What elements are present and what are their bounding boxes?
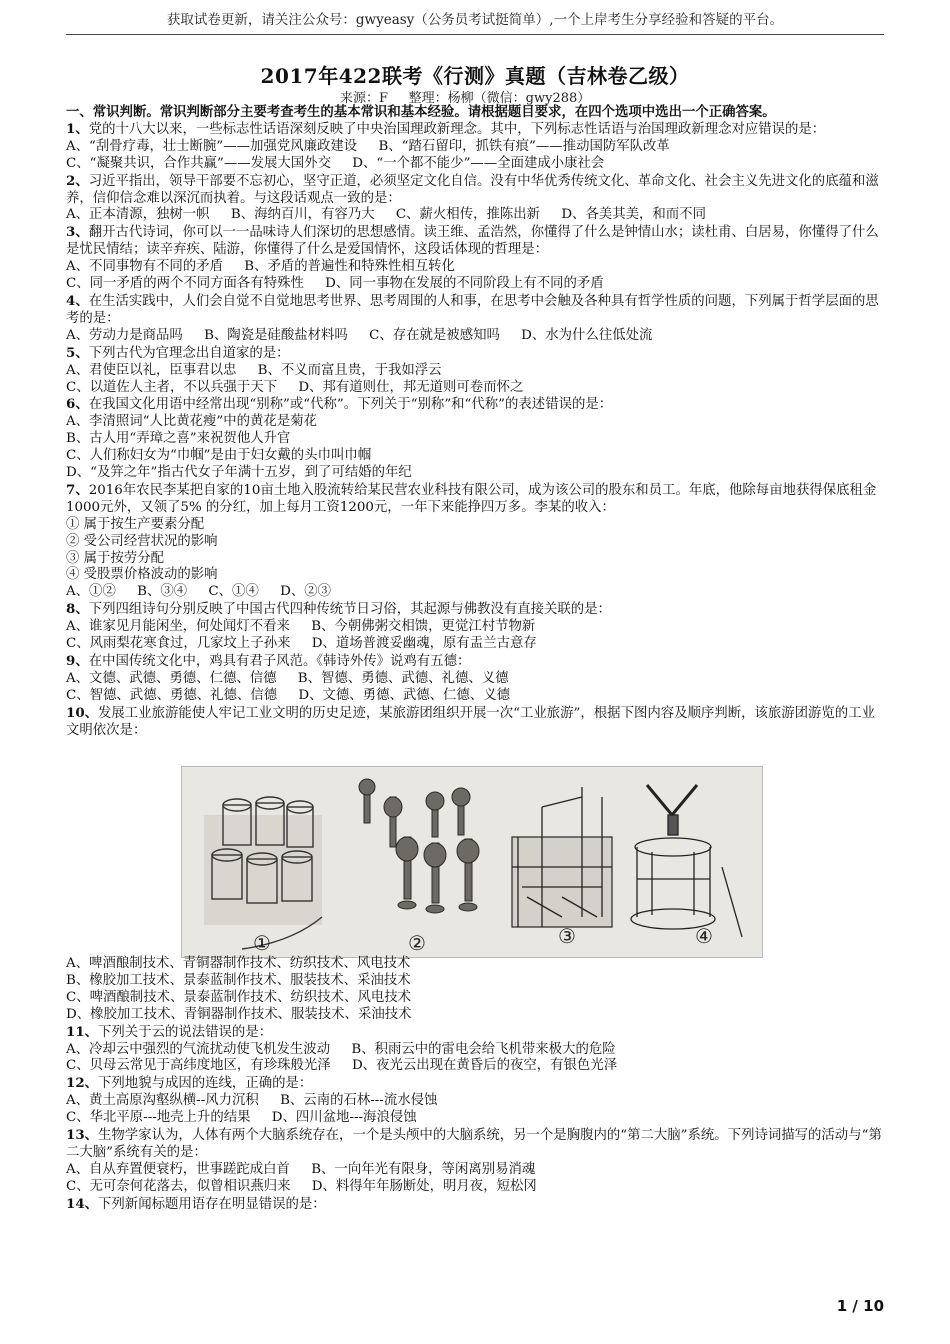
answer-option: C、贝母云常见于高纬度地区，有珍珠般光泽 D、夜光云出现在黄昏后的夜空，有银色光泽 [66,1058,618,1074]
question-text: 在我国文化用语中经常出现“别称”或“代称”。下列关于“别称”和“代称”的表述错误的是： [88,397,613,413]
header-note: 获取试卷更新，请关注公众号：gwyeasy（公务员考试挺简单）,一个上岸考生分享经验和答疑的平台。 [166,12,784,28]
question-stem [66,1127,884,1162]
question-text: 发展工业旅游能使人牢记工业文明的历史足迹，某旅游团组织开展一次“工业旅游”，根据下图内容及顺序判断，该旅游团游览的工业文明依次是： [66,705,875,738]
answer-option: ③ 属于按劳分配 [66,550,164,566]
question-stem [66,1196,884,1214]
answer-option: B、橡胶加工技术、景泰蓝制作技术、服装技术、采油技术 [66,972,411,988]
answer-option: C、啤酒酿制技术、景泰蓝制作技术、纺织技术、风电技术 [66,989,412,1005]
answer-option: A、自从弃置便衰朽，世事蹉跎成白首 B、一向年光有限身，等闲离别易消魂 [66,1161,536,1177]
question-number: 3、 [66,224,89,241]
question-stem [66,121,884,139]
answer-option: D、“及笄之年”指古代女子年满十五岁，到了可结婚的年纪 [66,465,412,481]
answer-option: A、啤酒酿制技术、青铜器制作技术、纺织技术、风电技术 [66,956,411,971]
question-stem [66,224,884,259]
question-number: 11、 [66,1023,99,1040]
answer-option: A、李清照词“人比黄花瘦”中的黄花是菊花 [66,414,318,430]
question-stem [66,601,884,619]
question-number: 1、 [66,120,89,137]
answer-option: ① 属于按生产要素分配 [66,516,205,532]
question-text: 2016年农民李某把自家的10亩土地入股流转给某民营农业科技有限公司，成为该公司的股东和员工。年底，他除每亩地获得保底租金1000元外，又领了5% 的分红，加上每月工资1200元，一年下来能挣四万多。李某的收入： [66,482,877,515]
question-stem [66,1075,884,1093]
post-figure-questions [66,956,884,1214]
answer-option: C、“凝聚共识，合作共赢”——发展大国外交 D、“一个都不能少”——全面建成小康社会 [66,155,605,171]
question-text: 党的十八大以来，一些标志性话语深刻反映了中央治国理政新理念。其中，下列标志性话语与治国理政新理念对应错误的是： [88,121,826,137]
answer-option: C、华北平原---地壳上升的结果 D、四川盆地---海浪侵蚀 [66,1110,417,1126]
question-list [66,121,884,740]
answer-option: A、①② B、③④ C、①④ D、②③ [66,584,332,600]
answer-option: C、同一矛盾的两个不同方面各有特殊性 D、同一事物在发展的不同阶段上有不同的矛盾 [66,276,604,292]
answer-option: A、冷却云中强烈的气流扰动使飞机发生波动 B、积雨云中的雷电会给飞机带来极大的危险 [66,1041,616,1057]
question-number: 6、 [66,396,89,413]
question-number: 10、 [66,704,99,721]
question-text: 生物学家认为，人体有两个大脑系统存在，一个是头颅中的大脑系统，另一个是胸腹内的“第二大脑”系统。下列诗词描写的活动与“第二大脑”系统有关的是： [66,1128,882,1160]
answer-option: ④ 受股票价格波动的影响 [66,567,218,583]
question-text: 在生活实践中，人们会自觉不自觉地思考世界、思考周围的人和事，在思考中会触及各种具有哲学性质的问题，下列属于哲学层面的思考的是： [66,293,879,326]
section-heading: 一、常识判断。常识判断部分主要考查考生的基本常识和基本经验。请根据题目要求，在四个选项中选出一个正确答案。 [66,104,776,120]
question-stem [66,653,884,671]
figure-sketch [182,767,762,957]
industrial-tourism-figure [181,766,763,958]
figure-label-1: ① [253,931,271,955]
question-number: 4、 [66,292,89,309]
question-stem [66,705,884,740]
question-text: 习近平指出，领导干部要不忘初心，坚守正道，必须坚定文化自信。没有中华优秀传统文化、革命文化、社会主义先进文化的底蕴和滋养，信仰信念难以深沉而执着。与这段话观点一致的是： [66,173,879,206]
question-number: 9、 [66,653,89,669]
answer-option: C、以道佐人主者，不以兵强于天下 D、邦有道则仕，邦无道则可卷而怀之 [66,379,524,395]
answer-option: C、无可奈何花落去，似曾相识燕归来 D、料得年年肠断处，明月夜，短松冈 [66,1178,537,1194]
question-stem [66,1024,884,1042]
bronze-vessels-illustration [359,779,479,913]
answer-option: B、古人用“弄璋之喜”来祝贺他人升官 [66,431,291,447]
answer-option: ② 受公司经营状况的影响 [66,533,218,549]
loom-illustration [512,787,612,927]
answer-option: A、文德、武德、勇德、仁德、信德 B、智德、勇德、武德、礼德、义德 [66,670,509,686]
figure-label-2: ② [408,931,426,955]
figure-label-3: ③ [558,924,576,948]
question-number: 12、 [66,1075,99,1092]
question-text: 下列四组诗句分别反映了中国古代四种传统节日习俗，其起源与佛教没有直接关联的是： [88,602,611,618]
page-number: 1 / 10 [836,1297,884,1315]
question-text: 翻开古代诗词，你可以一一品味诗人们深切的思想感情。读王维、孟浩然，你懂得了什么是钟情山水；读杜甫、白居易，你懂得了什么是忧民情结；读辛弃疾、陆游，你懂得了什么是爱国情怀，这段话体现的哲理是： [66,225,879,258]
question-text: 下列地貌与成因的连线，正确的是： [98,1076,313,1092]
question-stem [66,173,884,208]
question-text: 下列关于云的说法错误的是： [98,1024,273,1040]
answer-option: D、橡胶加工技术、青铜器制作技术、服装技术、采油技术 [66,1006,412,1022]
question-stem [66,293,884,328]
answer-option: C、智德、武德、勇德、礼德、信德 D、文德、勇德、武德、仁德、义德 [66,687,510,703]
answer-option: A、劳动力是商品吗 B、陶瓷是硅酸盐材料吗 C、存在就是被感知吗 D、水为什么往低处流 [66,327,653,343]
answer-option: C、风雨梨花寒食过，几家坟上子孙来 D、道场普渡妥幽魂，原有盂兰古意存 [66,636,537,652]
question-stem [66,345,884,363]
answer-option: A、“刮骨疗毒，壮士断腕”——加强党风廉政建设 B、“踏石留印，抓铁有痕”——推动国防军队改革 [66,138,670,154]
question-body [66,104,884,740]
answer-option: A、正本清源，独树一帜 B、海纳百川，有容乃大 C、薪火相传，推陈出新 D、各美其美，和而不同 [66,207,706,223]
page-title: 2017年422联考《行测》真题（吉林卷乙级） [260,64,690,88]
question-stem [66,482,884,517]
question-number: 8、 [66,601,89,618]
answer-option: A、黄土高原沟壑纵横--风力沉积 B、云南的石林---流水侵蚀 [66,1093,438,1109]
source-line: 来源：F 整理：杨柳（微信：gwy288） [340,91,591,106]
barrels-illustration [204,797,322,949]
question-number: 14、 [66,1195,99,1212]
question-number: 13、 [66,1127,99,1144]
answer-option: A、不同事物有不同的矛盾 B、矛盾的普遍性和特殊性相互转化 [66,259,455,275]
oil-rig-illustration [631,785,742,937]
question-text: 在中国传统文化中，鸡具有君子风范。《韩诗外传》说鸡有五德： [88,654,471,669]
answer-option: C、人们称妇女为“巾帼”是由于妇女戴的头巾叫巾帼 [66,448,372,464]
question-number: 7、 [66,481,89,498]
question-stem [66,396,884,414]
question-text: 下列新闻标题用语存在明显错误的是： [98,1196,326,1212]
figure-label-4: ④ [695,924,713,948]
question-text: 下列古代为官理念出自道家的是： [88,345,290,361]
answer-option: A、谁家见月能闲坐，何处闻灯不看来 B、今朝佛粥交相馈，更觉江村节物新 [66,619,536,635]
question-number: 2、 [66,172,89,189]
answer-option: A、君使臣以礼，臣事君以忠 B、不义而富且贵，于我如浮云 [66,362,442,378]
header-divider [66,34,884,35]
question-number: 5、 [66,344,89,361]
